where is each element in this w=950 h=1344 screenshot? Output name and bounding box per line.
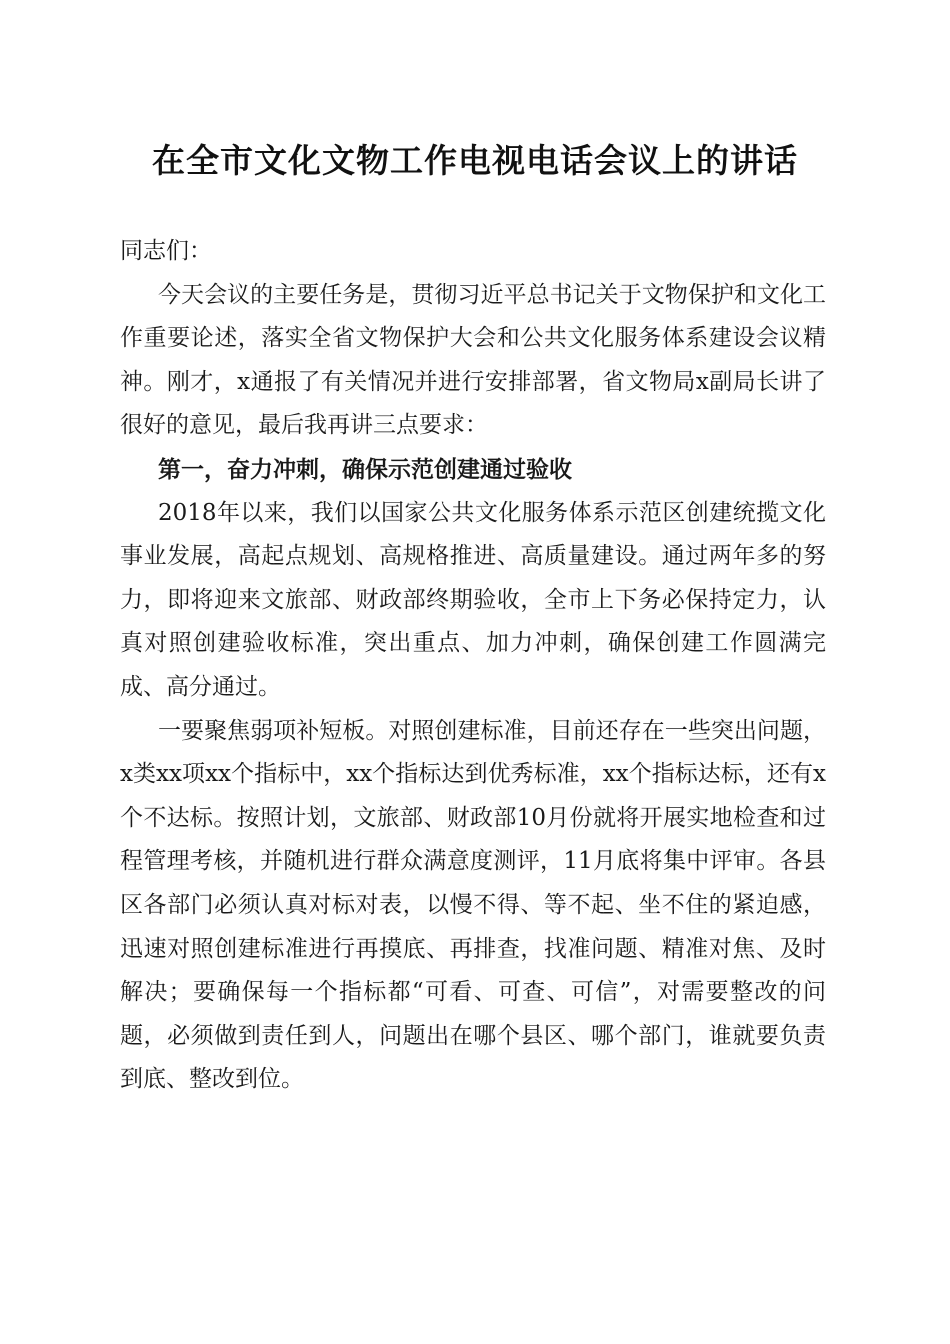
document-body (120, 230, 826, 1102)
section-heading-1: 第一，奋力冲刺，确保示范创建通过验收 (158, 455, 572, 483)
paragraph-section-1-overview: 2018年以来，我们以国家公共文化服务体系示范区创建统揽文化事业发展，高起点规划、高规格推进、高质量建设。通过两年多的努力，即将迎来文旅部、财政部终期验收，全市上下务必保持定力，认真对照创建验收标准，突出重点、加力冲刺，确保创建工作圆满完成、高分通过。 (120, 499, 826, 700)
paragraph-intro: 今天会议的主要任务是，贯彻习近平总书记关于文物保护和文化工作重要论述，落实全省文物保护大会和公共文化服务体系建设会议精神。刚才，x通报了有关情况并进行安排部署，省文物局x副局长讲了很好的意见，最后我再讲三点要求： (120, 281, 826, 439)
salutation: 同志们： (120, 238, 212, 264)
paragraph-section-1-point-1: 一要聚焦弱项补短板。对照创建标准，目前还存在一些突出问题，x类xx项xx个指标中，xx个指标达到优秀标准，xx个指标达标，还有x个不达标。按照计划，文旅部、财政部10月份就将开展实地检查和过程管理考核，并随机进行群众满意度测评，11月底将集中评审。各县区各部门必须认真对标对表，以慢不得、等不起、坐不住的紧迫感，迅速对照创建标准进行再摸底、再排查，找准问题、精准对焦、及时解决；要确保每一个指标都“可看、可查、可信”，对需要整改的问题，必须做到责任到人，问题出在哪个县区、哪个部门，谁就要负责到底、整改到位。 (120, 717, 826, 1093)
document-title: 在全市文化文物工作电视电话会议上的讲话 (152, 141, 798, 180)
